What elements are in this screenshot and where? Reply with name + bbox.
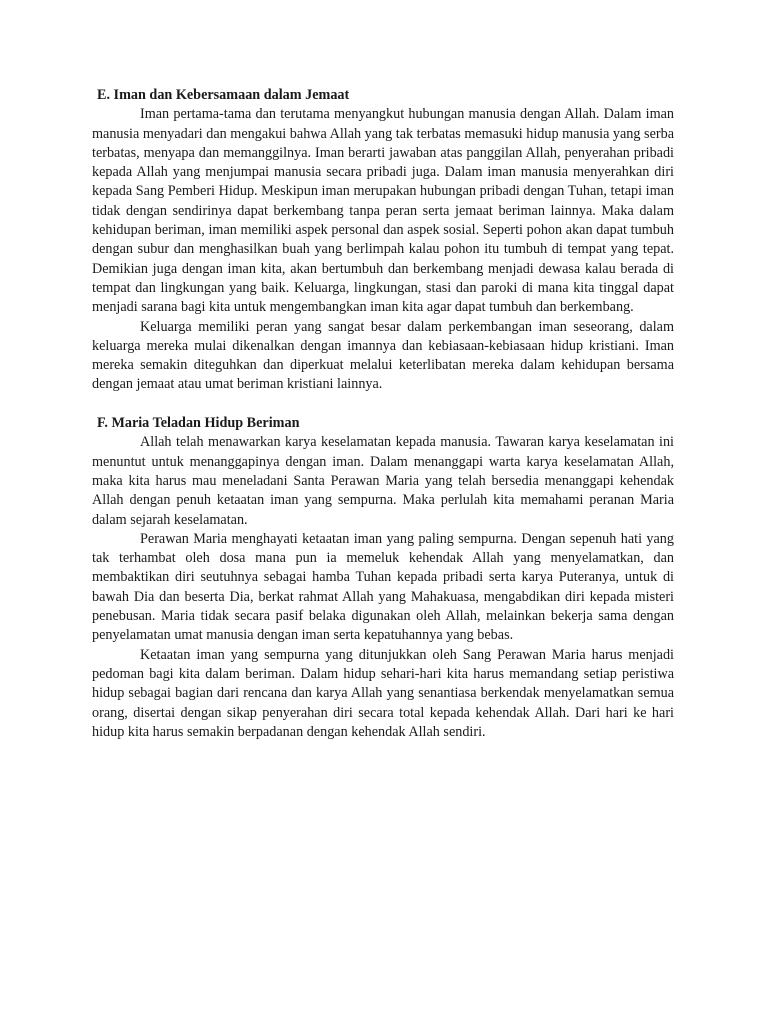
paragraph: Keluarga memiliki peran yang sangat besar dalam perkembangan iman seseorang, dalam keluarga mereka mulai dikenalkan dengan imannya dan kebiasaan-kebiasaan hidup kristiani. Iman mereka semakin diteguhkan dan diperkuat melalui keterlibatan mereka dalam kehidupan bersama dengan jemaat atau umat beriman kristiani lainnya. [92,318,674,393]
section-heading: E. Iman dan Kebersamaan dalam Jemaat [97,87,350,103]
paragraph: Iman pertama-tama dan terutama menyangkut hubungan manusia dengan Allah. Dalam iman manusia menyadari dan mengakui bahwa Allah yang tak terbatas memasuki hidup manusia yang serba terbatas, menyapa dan memanggilnya. Iman berarti jawaban atas panggilan Allah, penyerahan pribadi kepada Allah yang menjumpai manusia secara pribadi juga. Dalam iman manusia menyerahkan diri kepada Sang Pemberi Hidup. Meskipun iman merupakan hubungan pribadi dengan Tuhan, tetapi iman tidak dengan sendirinya dapat berkembang tanpa peran serta jemaat beriman lainnya. Maka dalam kehidupan beriman, iman memiliki aspek personal dan aspek sosial. Seperti pohon akan dapat tumbuh dengan subur dan menghasilkan buah yang berlimpah kalau pohon itu tumbuh di tempat yang tepat. Demikian juga dengan iman kita, akan bertumbuh dan berkembang menjadi dewasa kalau berada di tempat dan lingkungan yang baik. Keluarga, lingkungan, stasi dan paroki di mana kita tinggal dapat menjadi sarana bagi kita untuk mengembangkan iman kita agar dapat tumbuh dan berkembang. [92,106,674,316]
document-page [92,86,674,742]
section-heading: F. Maria Teladan Hidup Beriman [97,415,300,432]
paragraph: Ketaatan iman yang sempurna yang ditunjukkan oleh Sang Perawan Maria harus menjadi pedoman bagi kita dalam beriman. Dalam hidup sehari-hari kita harus memandang setiap peristiwa hidup sebagai bagian dari rencana dan karya Allah yang senantiasa berkendak menyelamatkan semua orang, disertai dengan sikap penyerahan diri secara total kepada kehendak Allah. Dari hari ke hari hidup kita harus semakin berpadanan dengan kehendak Allah sendiri. [92,646,674,740]
section-maria-teladan [92,414,674,742]
paragraph: Perawan Maria menghayati ketaatan iman yang paling sempurna. Dengan sepenuh hati yang tak terhambat oleh dosa mana pun ia memeluk kehendak Allah yang menyelamatkan, dan membaktikan diri seutuhnya sebagai hamba Tuhan kepada pribadi serta karya Puteranya, untuk di bawah Dia dan beserta Dia, berkat rahmat Allah yang Mahakuasa, mengabdikan diri kepada misteri penebusan. Maria tidak secara pasif belaka digunakan oleh Allah, melainkan bekerja sama dengan penyelamatan umat manusia dengan iman serta kepatuhannya yang bebas. [92,530,674,644]
section-iman-kebersamaan [92,86,674,395]
paragraph: Allah telah menawarkan karya keselamatan kepada manusia. Tawaran karya keselamatan ini menuntut untuk menanggapinya dengan iman. Dalam menanggapi warta karya keselamatan Allah, maka kita harus mau meneladani Santa Perawan Maria yang telah bersedia menanggapi kehendak Allah dengan penuh ketaatan iman yang sempurna. Maka perlulah kita memahami peranan Maria dalam sejarah keselamatan. [92,434,674,528]
